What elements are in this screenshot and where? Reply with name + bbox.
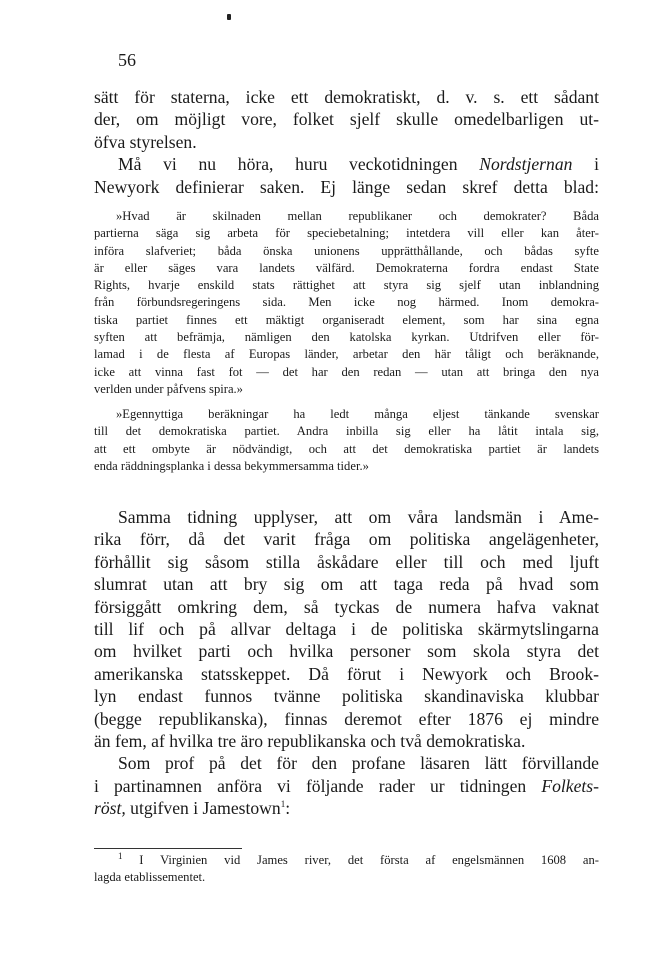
quote-first xyxy=(94,208,599,398)
quote-line: icke att vinna fast fot — det har den redan — utan att bringa den nya xyxy=(94,364,599,379)
text-line: om hvilket parti och hvilka personer som skola styra det xyxy=(94,641,599,662)
text-line: förhållit sig såsom stilla åskådare eller till och med ljuft xyxy=(94,551,599,572)
newspaper-name-end: röst, xyxy=(94,798,126,819)
footnote-line: lagda etablissementet. xyxy=(94,870,206,885)
quote-line: att ett ombyte är nödvändigt, och att det demokratiska partiet är landets xyxy=(94,441,599,456)
quote-line: är eller säges vara landets välfärd. Demokraterna fordra endast State xyxy=(94,260,599,275)
text-line: amerikanska statsskeppet. Då förut i Newyork och Brook- xyxy=(94,663,599,684)
text-line: (begge republikanska), finnas deremot efter 1876 ej mindre xyxy=(94,708,599,729)
text-line: i partinamnen anföra vi följande rader ur tidningen Folkets- xyxy=(94,775,599,796)
text-line: än fem, af hvilka tre äro republikanska och två demokratiska. xyxy=(94,731,526,752)
text-line: Som prof på det för den profane läsaren lätt förvillande xyxy=(118,753,599,774)
text-line: rika förr, då det varit fråga om politiska angelägenheter, xyxy=(94,529,599,550)
text-line: försiggått omkring dem, så tyckas de numera hafva vaknat xyxy=(94,596,599,617)
text-line: Newyork definierar saken. Ej länge sedan skref detta blad: xyxy=(94,176,599,197)
quote-second xyxy=(94,406,599,475)
quote-line: syften att befrämja, nämligen den katolska kyrkan. Utdrifven eller för- xyxy=(94,330,599,345)
text-line: till lif och på allvar deltaga i de politiska skärmytslingarna xyxy=(94,619,599,640)
quote-line: enda räddningsplanka i dessa bekymmersamma tider.» xyxy=(94,458,369,473)
quote-line: Rights, hvarje enskild stats rättighet att styra sig sjelf utan inblandning xyxy=(94,278,599,293)
quote-line: till det demokratiska partiet. Andra inbilla sig eller ha låtit intala sig, xyxy=(94,424,599,439)
text-line: öfva styrelsen. xyxy=(94,131,197,152)
footnote-marker: 1 xyxy=(118,850,123,861)
text-line: Må vi nu höra, huru veckotidningen Nordstjernan i xyxy=(118,154,599,175)
paragraph-main xyxy=(94,506,599,820)
text-line: sätt för staterna, icke ett demokratiskt, d. v. s. ett sådant xyxy=(94,87,599,107)
quote-line: partierna säga sig arbeta för speciebetalning; intetdera vill eller kan åter- xyxy=(94,226,599,241)
quote-line: verlden under påfvens spira.» xyxy=(94,381,243,396)
paragraph-intro xyxy=(94,86,599,198)
quote-line: »Hvad är skilnaden mellan republikaner och demokrater? Båda xyxy=(116,209,599,223)
text-line: der, om möjligt vore, folket sjelf skulle omedelbarligen ut- xyxy=(94,109,599,130)
quote-line: tiska partiet finnes ett mäktigt organiseradt element, som har sina egna xyxy=(94,312,599,327)
footnote xyxy=(94,852,599,887)
footnote-rule xyxy=(94,848,242,849)
quote-line: lamad i de flesta af Europas länder, arbetar den här tåligt och beräknande, xyxy=(94,347,599,362)
text-line: Samma tidning upplyser, att om våra landsmän i Ame- xyxy=(118,507,599,527)
quote-line: införa slafveriet; båda önska unionens upprätthållande, och bådas syfte xyxy=(94,243,599,258)
footnote-line: $^1$ I Virginien vid James river, det första af engelsmännen 1608 an- xyxy=(118,850,599,867)
footnote-ref: 1 xyxy=(280,799,286,810)
text-line: röst, utgifven i Jamestown$^1$: xyxy=(94,798,291,819)
page-number: 56 xyxy=(118,50,136,70)
quote-line: »Egennyttiga beräkningar ha ledt många eljest tänkande svenskar xyxy=(116,407,599,421)
ink-mark xyxy=(227,14,231,20)
quote-line: från förbundsregeringens sida. Men icke nog härmed. Inom demokra- xyxy=(94,295,599,310)
text-line: lyn endast funnos tvänne politiska skandinaviska klubbar xyxy=(94,686,599,707)
text-line: slumrat utan att bry sig om att taga reda på hvad som xyxy=(94,574,599,595)
